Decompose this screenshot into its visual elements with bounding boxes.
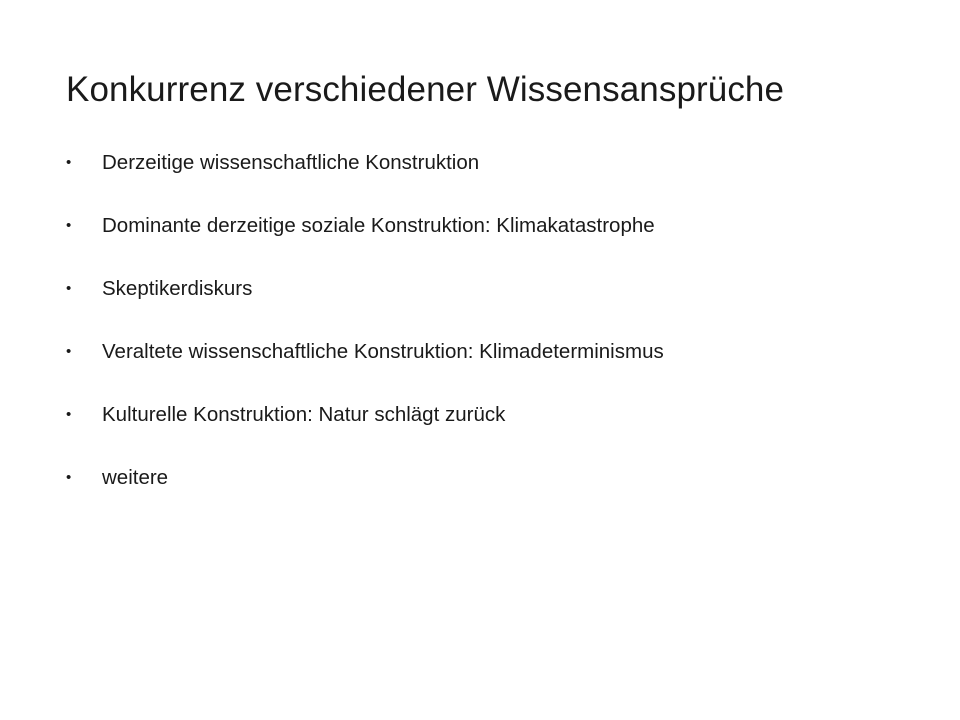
- bullet-icon: •: [66, 154, 72, 171]
- bullet-text: weitere: [102, 466, 169, 489]
- bullet-text: Kulturelle Konstruktion: Natur schlägt zurück: [102, 403, 506, 426]
- bullet-icon: •: [66, 217, 72, 234]
- bullet-icon: •: [66, 280, 72, 297]
- bullet-text: Dominante derzeitige soziale Konstruktion: Klimakatastrophe: [102, 214, 655, 237]
- bullet-text: Skeptikerdiskurs: [102, 277, 253, 300]
- bullet-icon: •: [66, 469, 72, 486]
- bullet-text: Veraltete wissenschaftliche Konstruktion: Klimadeterminismus: [102, 340, 664, 363]
- bullet-icon: •: [66, 406, 72, 423]
- bullet-icon: •: [66, 343, 72, 360]
- slide-title: Konkurrenz verschiedener Wissensansprüche: [66, 70, 785, 109]
- bullet-text: Derzeitige wissenschaftliche Konstruktion: [102, 151, 480, 174]
